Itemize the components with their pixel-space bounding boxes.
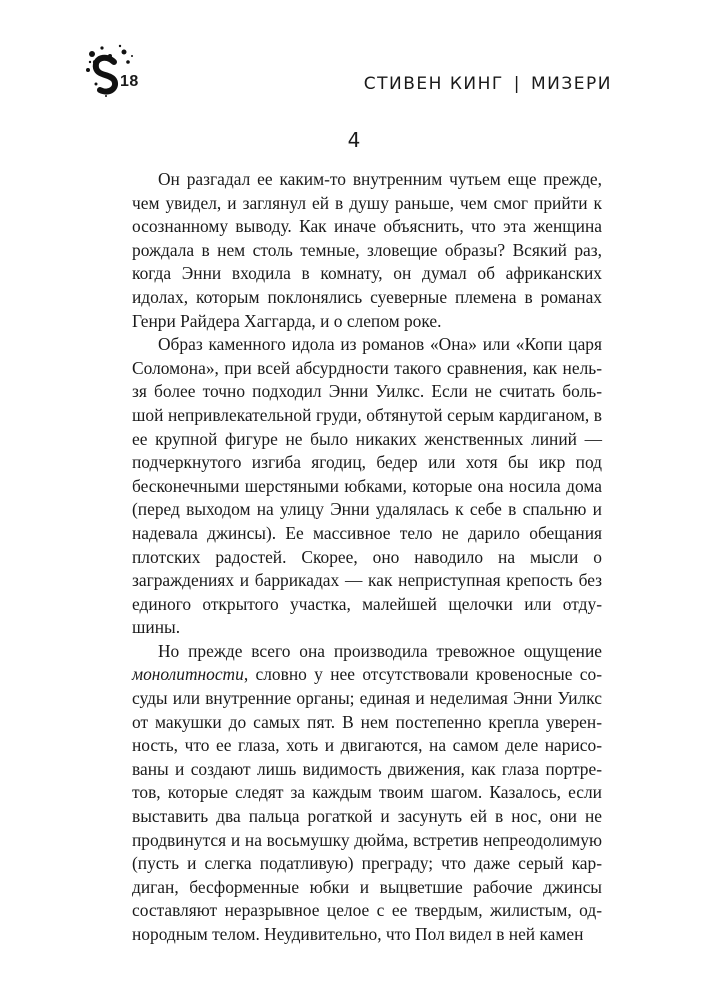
chapter-number: 4 xyxy=(347,128,361,152)
page-header xyxy=(0,0,708,110)
paragraph-3 xyxy=(132,640,602,947)
body-text xyxy=(132,168,602,947)
running-head xyxy=(364,74,612,94)
ink-splatter-s-icon xyxy=(84,40,144,100)
page-number: 18 xyxy=(120,73,139,90)
paragraph-2: Образ каменного идола из романов «Она» или «Копи царя Соломона», при всей абсурдности такого сравнения, как нельзя более точно подходил Энни Уилкс. Если не считать большой непривлекательной груди, обтянутой серым кардиганом, в ее крупной фигуре не было никаких женственных линий — подчеркнутого изгиба ягодиц, бедер или хотя бы икр под бесконечными шерстяными юбками, которые она носила дома (перед выходом на улицу Энни удалялась к себе в спальню и надевала джинсы). Ее массивное тело не дарило обещания плотских радостей. Скорее, оно наводило на мысли о заграждениях и баррикадах — как неприступная крепость без единого открытого участка, малейшей щелочки или отдушины. xyxy=(132,334,602,638)
book-title: МИЗЕРИ xyxy=(531,74,612,94)
author-name: СТИВЕН КИНГ xyxy=(363,74,504,94)
paragraph-1: Он разгадал ее каким-то внутренним чутьем еще прежде, чем увидел, и заглянул ей в душу раньше, чем смог прийти к осознанному выводу. Как иначе объяснить, что эта женщина рождала в нем столь темные, зловещие образы? Всякий раз, когда Энни входила в комнату, он думал об африканских идолах, которым поклонялись суеверные племена в романах Генри Райдера Хаггарда, и о слепом роке. xyxy=(132,169,602,331)
paragraph-3-start: Но прежде всего она производила тревожное ощущение xyxy=(158,640,602,661)
paragraph-3-rest: , словно у нее отсутствовали кровеносные сосуды или внутренние органы; единая и неделимая Энни Уилкс от макушки до самых пят. В нем постепенно крепла уверенность, что ее глаза, хоть и двигаются, на самом деле нарисованы и создают лишь видимость движения, как глаза портретов, которые следят за каждым твоим шагом. Казалось, если выставить два пальца рогаткой и засунуть ей в нос, они не продвинутся и на восьмушку дюйма, встретив непреодолимую (пусть и слегка податливую) преграду; что даже серый кардиган, бесформенные юбки и выцветшие рабочие джинсы составляют неразрывное целое с ее твердым, жилистым, однородным телом. Неудивительно, что Пол видел в ней камен xyxy=(132,664,602,944)
paragraph-3-emphasis: монолитности xyxy=(132,664,244,685)
running-head-separator: | xyxy=(513,74,521,94)
